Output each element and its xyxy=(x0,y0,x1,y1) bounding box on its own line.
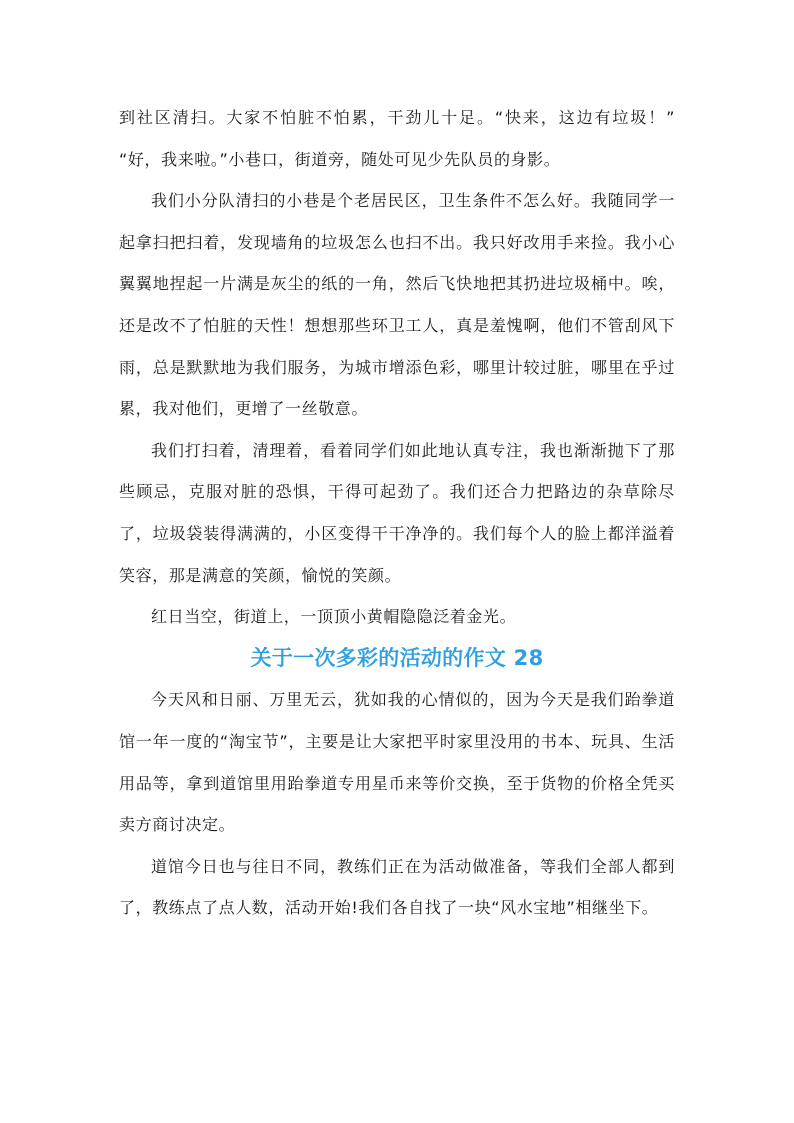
paragraph-5: 今天风和日丽、万里无云，犹如我的心情似的，因为今天是我们跆拳道馆一年一度的“淘宝节”，主要是让大家把平时家里没用的书本、玩具、生活用品等，拿到道馆里用跆拳道专用星币来等价交换，至于货物的价格全凭买卖方商讨决定。 xyxy=(119,690,675,835)
article-body xyxy=(119,97,675,929)
paragraph-3: 我们打扫着，清理着，看着同学们如此地认真专注，我也渐渐抛下了那些顾忌，克服对脏的恐惧，干得可起劲了。我们还合力把路边的杂草除尽了，垃圾袋装得满满的，小区变得干干净净的。我们每个人的脸上都洋溢着笑容，那是满意的笑颜，愉悦的笑颜。 xyxy=(119,440,675,585)
paragraph-4: 红日当空，街道上，一顶顶小黄帽隐隐泛着金光。 xyxy=(151,607,517,627)
paragraph-1: 到社区清扫。大家不怕脏不怕累，干劲儿十足。“快来，这边有垃圾！” “好，我来啦。”小巷口，街道旁，随处可见少先队员的身影。 xyxy=(119,108,675,169)
article-heading: 关于一次多彩的活动的作文 28 xyxy=(250,645,544,670)
paragraph-2: 我们小分队清扫的小巷是个老居民区，卫生条件不怎么好。我随同学一起拿扫把扫着，发现墙角的垃圾怎么也扫不出。我只好改用手来捡。我小心翼翼地捏起一片满是灰尘的纸的一角，然后飞快地把其扔进垃圾桶中。唉，还是改不了怕脏的天性！想想那些环卫工人，真是羞愧啊，他们不管刮风下雨，总是默默地为我们服务，为城市增添色彩，哪里计较过脏，哪里在乎过累，我对他们，更增了一丝敬意。 xyxy=(119,191,675,419)
paragraph-6: 道馆今日也与往日不同，教练们正在为活动做准备，等我们全部人都到了，教练点了点人数，活动开始!我们各自找了一块“风水宝地”相继坐下。 xyxy=(119,856,675,918)
